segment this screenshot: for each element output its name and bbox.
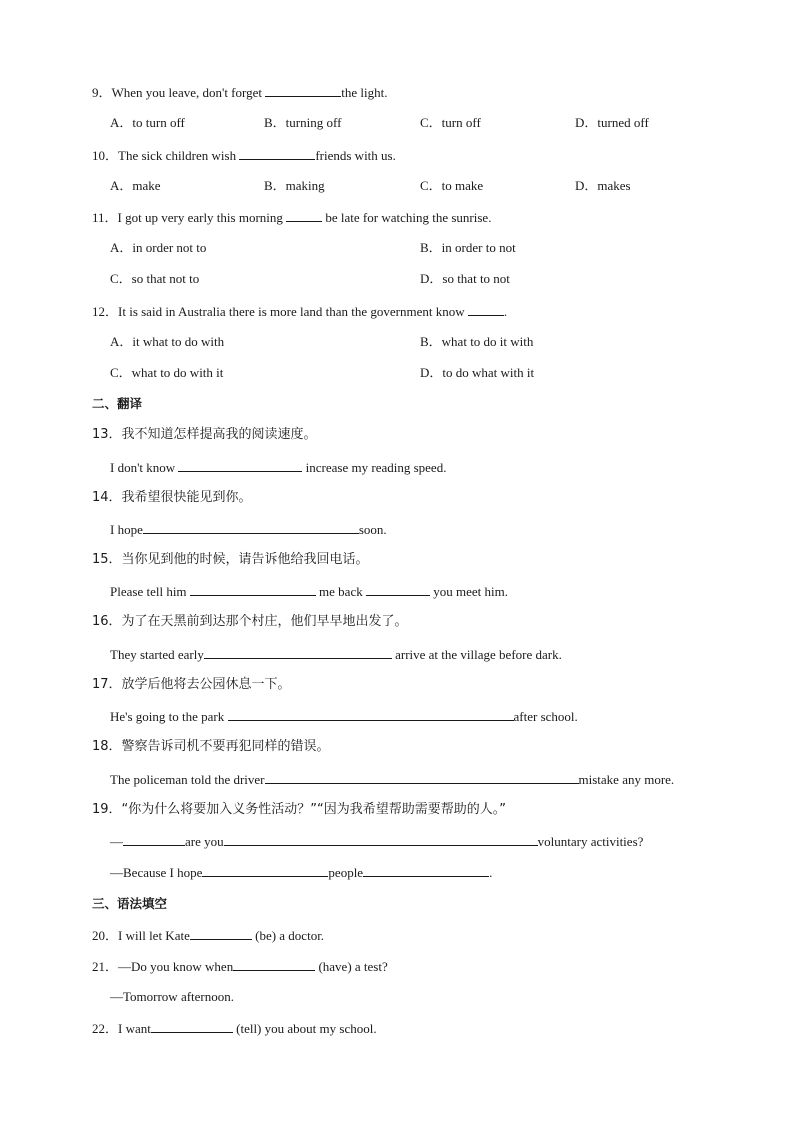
answer-blank[interactable]	[143, 521, 359, 534]
answer-text: soon.	[358, 522, 387, 537]
question-number: 17．	[92, 677, 122, 692]
dialogue-reply: —Tomorrow afternoon.	[110, 989, 235, 1004]
question-text: (be) a doctor.	[251, 928, 325, 943]
question-number: 12．	[92, 304, 119, 319]
option-c[interactable]: C．what to do with it	[110, 365, 224, 380]
question-text: (have) a test?	[315, 959, 388, 974]
question-21	[92, 958, 388, 975]
question-15	[92, 552, 369, 568]
question-number: 22．	[92, 1021, 119, 1036]
answer-blank[interactable]	[265, 84, 341, 97]
option-c[interactable]: C．turn off	[420, 115, 481, 130]
question-number: 20．	[92, 928, 119, 943]
option-a[interactable]: A．to turn off	[110, 115, 185, 130]
option-a[interactable]: A．it what to do with	[110, 334, 225, 349]
question-text: the light.	[341, 85, 388, 100]
answer-text: after school.	[513, 709, 578, 724]
question-text: be late for watching the sunrise.	[322, 210, 492, 225]
question-13	[92, 427, 317, 443]
answer-blank[interactable]	[190, 583, 316, 596]
option-b[interactable]: B．making	[264, 178, 325, 193]
option-a[interactable]: A．make	[110, 178, 161, 193]
question-text: —Do you know when	[118, 959, 234, 974]
answer-blank[interactable]	[151, 1020, 233, 1033]
answer-text: —	[110, 834, 123, 849]
question-16	[92, 614, 408, 630]
answer-text: He's going to the park	[110, 709, 228, 724]
question-9	[92, 84, 387, 101]
answer-text: people	[328, 865, 364, 880]
answer-text: .	[489, 865, 493, 880]
answer-line	[110, 864, 492, 881]
question-number: 18．	[92, 739, 122, 754]
answer-text: increase my reading speed.	[302, 460, 447, 475]
answer-blank[interactable]	[123, 833, 185, 846]
question-text: friends with us.	[315, 148, 396, 163]
answer-text: you meet him.	[429, 584, 508, 599]
option-d[interactable]: D．to do what with it	[420, 365, 535, 380]
answer-blank[interactable]	[366, 583, 430, 596]
answer-text: mistake any more.	[578, 772, 675, 787]
answer-blank[interactable]	[363, 864, 489, 877]
answer-line	[110, 459, 446, 476]
section-heading-grammar-fill: 三、语法填空	[92, 896, 168, 911]
question-11	[92, 209, 491, 226]
question-number: 11．	[92, 210, 118, 225]
question-text-chinese: 为了在天黑前到达那个村庄，他们早早地出发了。	[121, 614, 408, 629]
option-a[interactable]: A．in order not to	[110, 240, 207, 255]
question-number: 21．	[92, 959, 119, 974]
answer-blank[interactable]	[190, 927, 252, 940]
question-19	[92, 802, 506, 818]
answer-blank[interactable]	[224, 833, 538, 846]
answer-blank[interactable]	[233, 958, 315, 971]
question-18	[92, 739, 330, 755]
option-b[interactable]: B．turning off	[264, 115, 342, 130]
question-number: 13．	[92, 427, 122, 442]
answer-text: —Because I hope	[110, 865, 203, 880]
question-text: (tell) you about my school.	[232, 1021, 377, 1036]
option-b[interactable]: B．in order to not	[420, 240, 516, 255]
question-text: .	[503, 304, 508, 319]
answer-text: are you	[185, 834, 224, 849]
question-14	[92, 490, 252, 506]
question-text-chinese: 警察告诉司机不要再犯同样的错误。	[121, 739, 330, 754]
option-c[interactable]: C．to make	[420, 178, 484, 193]
answer-text: me back	[315, 584, 366, 599]
answer-line	[110, 646, 562, 663]
question-text: I want	[118, 1021, 151, 1036]
question-text-chinese: 放学后他将去公园休息一下。	[121, 677, 291, 692]
answer-blank[interactable]	[228, 708, 514, 721]
question-text: When you leave, don't forget	[111, 85, 266, 100]
question-text: I got up very early this morning	[117, 210, 287, 225]
question-number: 10．	[92, 148, 119, 163]
question-22	[92, 1020, 377, 1037]
question-text-chinese: 我希望很快能见到你。	[121, 490, 252, 505]
answer-line	[110, 583, 508, 600]
question-17	[92, 677, 291, 693]
answer-blank[interactable]	[239, 147, 315, 160]
answer-text: I don't know	[110, 460, 179, 475]
section-heading-translation: 二、翻译	[92, 396, 143, 411]
option-d[interactable]: D．turned off	[575, 115, 649, 130]
answer-text: The policeman told the driver	[110, 772, 265, 787]
answer-text: They started early	[110, 647, 204, 662]
answer-line	[110, 833, 643, 850]
question-text-chinese: “你为什么将要加入义务性活动？”“因为我希望帮助需要帮助的人。”	[121, 802, 506, 817]
question-number: 15．	[92, 552, 122, 567]
answer-blank[interactable]	[178, 459, 302, 472]
question-number: 9．	[92, 85, 112, 100]
answer-blank[interactable]	[286, 209, 322, 222]
question-number: 14．	[92, 490, 122, 505]
question-text: I will let Kate	[118, 928, 190, 943]
answer-line	[110, 771, 674, 788]
option-d[interactable]: D．makes	[575, 178, 631, 193]
question-text-chinese: 当你见到他的时候，请告诉他给我回电话。	[121, 552, 369, 567]
question-20	[92, 927, 324, 944]
answer-text: Please tell him	[110, 584, 190, 599]
question-number: 19．	[92, 802, 122, 817]
question-text: It is said in Australia there is more land than the government know	[118, 304, 468, 319]
question-number: 16．	[92, 614, 122, 629]
answer-text: arrive at the village before dark.	[391, 647, 562, 662]
answer-line	[110, 521, 387, 538]
question-12	[92, 303, 507, 320]
answer-blank[interactable]	[265, 771, 579, 784]
option-d[interactable]: D．so that to not	[420, 271, 510, 286]
question-text-chinese: 我不知道怎样提高我的阅读速度。	[121, 427, 317, 442]
answer-line	[110, 708, 578, 725]
answer-text: I hope	[110, 522, 143, 537]
question-10	[92, 147, 396, 164]
answer-blank[interactable]	[204, 646, 392, 659]
question-text: The sick children wish	[118, 148, 240, 163]
answer-blank[interactable]	[202, 864, 328, 877]
option-c[interactable]: C．so that not to	[110, 271, 200, 286]
answer-text: voluntary activities?	[537, 834, 644, 849]
answer-blank[interactable]	[468, 303, 504, 316]
option-b[interactable]: B．what to do it with	[420, 334, 534, 349]
